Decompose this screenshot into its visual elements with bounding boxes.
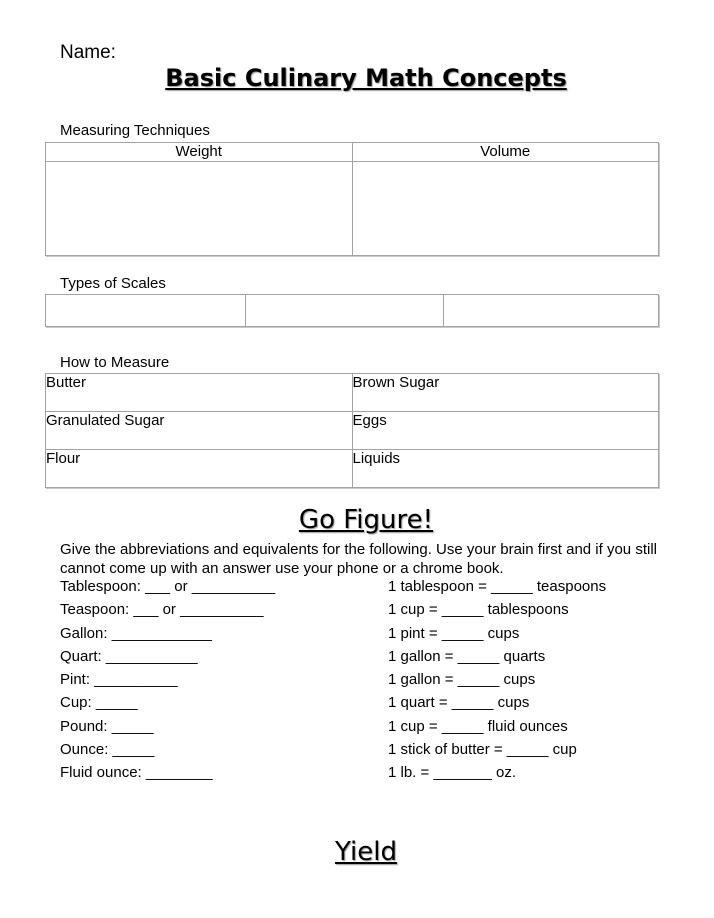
list-item[interactable]: Quart: ___________ bbox=[60, 647, 198, 665]
list-item[interactable]: Fluid ounce: ________ bbox=[60, 764, 213, 782]
how-to-measure-label: How to Measure bbox=[60, 354, 170, 371]
table-cell[interactable]: Liquids bbox=[352, 450, 659, 488]
list-item[interactable]: 1 gallon = _____ cups bbox=[388, 671, 536, 689]
weight-answer-cell[interactable] bbox=[46, 162, 353, 256]
list-item[interactable]: 1 cup = _____ tablespoons bbox=[388, 601, 569, 619]
weight-header: Weight bbox=[46, 143, 353, 162]
table-row bbox=[46, 450, 659, 488]
list-item[interactable]: Pint: __________ bbox=[60, 671, 178, 689]
table-row bbox=[46, 412, 659, 450]
table-cell[interactable]: Granulated Sugar bbox=[46, 412, 353, 450]
name-label: Name: bbox=[60, 42, 116, 63]
volume-header: Volume bbox=[352, 143, 659, 162]
how-to-measure-table bbox=[45, 373, 659, 488]
list-item[interactable]: 1 gallon = _____ quarts bbox=[388, 647, 546, 665]
table-cell[interactable]: Eggs bbox=[352, 412, 659, 450]
list-item[interactable]: 1 tablespoon = _____ teaspoons bbox=[388, 578, 607, 595]
abbreviations-list bbox=[60, 575, 275, 785]
list-item[interactable]: Cup: _____ bbox=[60, 694, 138, 712]
list-item[interactable]: Ounce: _____ bbox=[60, 741, 155, 759]
table-cell[interactable]: Flour bbox=[46, 450, 353, 488]
list-item[interactable]: 1 pint = _____ cups bbox=[388, 624, 520, 642]
table-cell[interactable]: Brown Sugar bbox=[352, 374, 659, 412]
table-cell[interactable]: Butter bbox=[46, 374, 353, 412]
list-item[interactable]: 1 cup = _____ fluid ounces bbox=[388, 717, 568, 735]
list-item[interactable]: 1 quart = _____ cups bbox=[388, 694, 530, 712]
table-row bbox=[46, 374, 659, 412]
scale-answer-cell[interactable] bbox=[46, 295, 246, 327]
scale-answer-cell[interactable] bbox=[443, 295, 658, 327]
measuring-techniques-table bbox=[45, 142, 659, 256]
types-of-scales-table bbox=[45, 294, 659, 327]
list-item[interactable]: Pound: _____ bbox=[60, 717, 154, 735]
measuring-techniques-label: Measuring Techniques bbox=[60, 122, 210, 139]
equivalents-list bbox=[388, 575, 606, 785]
volume-answer-cell[interactable] bbox=[352, 162, 659, 256]
types-of-scales-label: Types of Scales bbox=[60, 275, 166, 292]
scale-answer-cell[interactable] bbox=[245, 295, 443, 327]
page-title: Basic Culinary Math Concepts bbox=[165, 64, 567, 92]
go-figure-instructions: Give the abbreviations and equivalents for the following. Use your brain first and if you still cannot come up with an answer use your phone or a chrome book. bbox=[60, 541, 657, 577]
list-item[interactable]: 1 stick of butter = _____ cup bbox=[388, 741, 577, 759]
list-item[interactable]: Tablespoon: ___ or __________ bbox=[60, 578, 276, 595]
yield-heading: Yield bbox=[335, 837, 397, 867]
list-item[interactable]: Gallon: ____________ bbox=[60, 624, 212, 642]
list-item[interactable]: 1 lb. = _______ oz. bbox=[388, 764, 517, 782]
list-item[interactable]: Teaspoon: ___ or __________ bbox=[60, 601, 264, 619]
go-figure-heading: Go Figure! bbox=[298, 505, 434, 535]
